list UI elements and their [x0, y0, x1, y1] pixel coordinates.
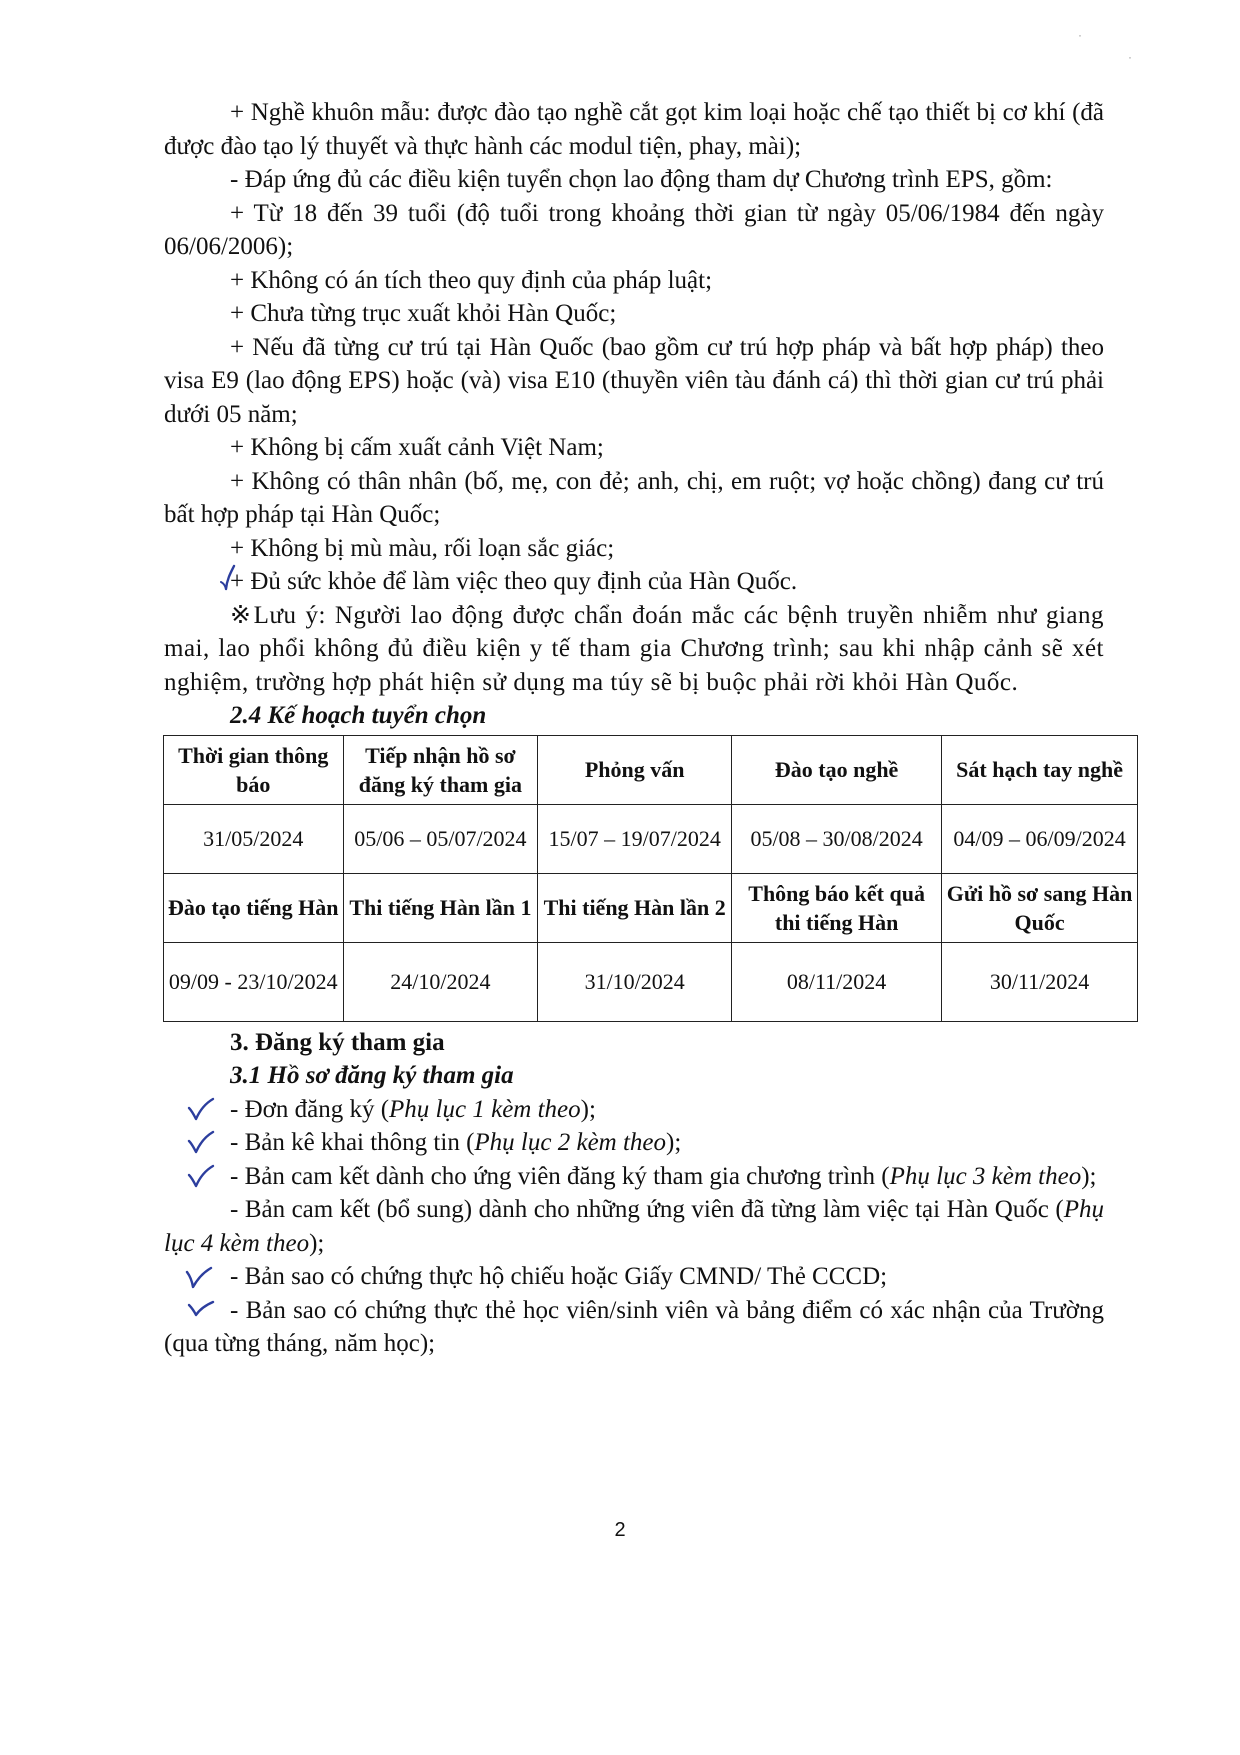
document-text: - Bản cam kết (bổ sung) dành cho những ứng viên đã từng làm việc tại Hàn Quốc (: [230, 1196, 1064, 1223]
document-text: - Bản sao có chứng thực thẻ học viên/sinh viên và bảng điểm có xác nhận của Trường (qua từng tháng, năm học);: [164, 1296, 1104, 1357]
table-header-cell: Đào tạo tiếng Hàn: [164, 873, 344, 942]
table-header-cell: Đào tạo nghề: [732, 735, 942, 804]
section-2-4-title: 2.4 Kế hoạch tuyển chọn: [230, 702, 487, 729]
appendix-ref: Phụ lục 2 kèm theo: [474, 1129, 667, 1156]
paragraph-do-tuoi: + Từ 18 đến 39 tuổi (độ tuổi trong khoảng thời gian từ ngày 05/06/1984 đến ngày 06/06/2006);: [164, 199, 1104, 260]
table-cell: 15/07 – 19/07/2024: [538, 804, 732, 873]
document-suffix: );: [1081, 1162, 1097, 1190]
table-cell: 31/05/2024: [164, 804, 344, 873]
paragraph-cu-tru: + Nếu đã từng cư trú tại Hàn Quốc (bao gồm cư trú hợp pháp và bất hợp pháp) theo visa E9 (lao động EPS) hoặc (và) visa E10 (thuyền viên tàu đánh cá) thì thời gian cư trú phải dưới 05 năm;: [164, 333, 1104, 428]
table-cell: 30/11/2024: [942, 942, 1138, 1021]
document-text: - Bản sao có chứng thực hộ chiếu hoặc Giấy CMND/ Thẻ CCCD;: [230, 1263, 888, 1290]
document-suffix: );: [666, 1129, 682, 1156]
table-cell: 05/08 – 30/08/2024: [732, 804, 942, 873]
document-item-don-dang-ky: [164, 1093, 1104, 1127]
document-item-the-hoc-vien: [164, 1294, 1104, 1361]
appendix-ref: Phụ lục 4 kèm theo: [164, 1196, 1104, 1257]
document-item-ho-chieu: [164, 1260, 1104, 1294]
suc-khoe-text: + Đủ sức khỏe để làm việc theo quy định của Hàn Quốc.: [230, 568, 798, 595]
paragraph-an-tich: + Không có án tích theo quy định của pháp luật;: [230, 266, 713, 294]
table-cell: 05/06 – 05/07/2024: [343, 804, 538, 873]
table-header-cell: Thông báo kết quả thi tiếng Hàn: [732, 873, 942, 942]
scan-speck: ·: [1128, 50, 1132, 64]
table-row: [164, 942, 1138, 1021]
selection-plan-table: [163, 735, 1138, 1022]
document-item-ban-cam-ket: [164, 1160, 1104, 1194]
table-cell: 04/09 – 06/09/2024: [942, 804, 1138, 873]
check-mark-icon: [186, 1296, 216, 1324]
paragraph-cam-xuat-canh: + Không bị cấm xuất cảnh Việt Nam;: [230, 434, 604, 461]
check-mark-icon: [186, 1162, 216, 1190]
document-item-ban-cam-ket-bo-sung: [164, 1193, 1104, 1260]
table-header-cell: Thi tiếng Hàn lần 2: [538, 873, 732, 942]
scan-speck: ·: [1078, 28, 1082, 42]
document-text: - Bản cam kết dành cho ứng viên đăng ký tham gia chương trình (: [230, 1162, 890, 1190]
body-text: [164, 96, 1133, 1361]
paragraph-dieu-kien: - Đáp ứng đủ các điều kiện tuyển chọn lao động tham dự Chương trình EPS, gồm:: [230, 166, 1053, 193]
table-row: [164, 804, 1138, 873]
table-cell: 09/09 - 23/10/2024: [164, 942, 344, 1021]
paragraph-truc-xuat: + Chưa từng trục xuất khỏi Hàn Quốc;: [230, 300, 617, 327]
table-header-cell: Phỏng vấn: [538, 735, 732, 804]
document-text: - Bản kê khai thông tin (: [230, 1129, 475, 1156]
table-cell: 24/10/2024: [343, 942, 538, 1021]
check-mark-icon: [186, 1128, 216, 1156]
check-mark-icon: [186, 1095, 216, 1123]
table-header-cell: Sát hạch tay nghề: [942, 735, 1138, 804]
table-cell: 08/11/2024: [732, 942, 942, 1021]
document-item-ban-ke-khai: [164, 1126, 1104, 1160]
appendix-ref: Phụ lục 3 kèm theo: [889, 1162, 1082, 1190]
table-row: [164, 735, 1138, 804]
document-suffix: );: [580, 1095, 596, 1123]
paragraph-khuon-mau: + Nghề khuôn mẫu: được đào tạo nghề cắt gọt kim loại hoặc chế tạo thiết bị cơ khí (đã được đào tạo lý thuyết và thực hành các modul tiện, phay, mài);: [164, 99, 1104, 160]
paragraph-than-nhan: + Không có thân nhân (bố, mẹ, con đẻ; anh, chị, em ruột; vợ hoặc chồng) đang cư trú bất hợp pháp tại Hàn Quốc;: [164, 467, 1104, 528]
paragraph-suc-khoe: [164, 565, 1104, 599]
document-suffix: );: [309, 1229, 325, 1257]
page-number: 2: [614, 1519, 626, 1541]
paragraph-mu-mau: + Không bị mù màu, rối loạn sắc giác;: [230, 534, 615, 562]
table-cell: 31/10/2024: [538, 942, 732, 1021]
table-header-cell: Gửi hồ sơ sang Hàn Quốc: [942, 873, 1138, 942]
check-mark-icon: [220, 563, 250, 591]
appendix-ref: Phụ lục 1 kèm theo: [389, 1095, 581, 1123]
table-header-cell: Tiếp nhận hồ sơ đăng ký tham gia: [343, 735, 538, 804]
selection-plan-table-wrap: [163, 735, 1138, 1022]
check-mark-icon: [184, 1262, 214, 1290]
table-row: [164, 873, 1138, 942]
paragraph-luu-y: ※Lưu ý: Người lao động được chẩn đoán mắc các bệnh truyền nhiễm như giang mai, lao phổi không đủ điều kiện y tế tham gia Chương trình; sau khi nhập cảnh sẽ xét nghiệm, trường hợp phát hiện sử dụng ma túy sẽ bị buộc phải rời khỏi Hàn Quốc.: [164, 601, 1104, 696]
table-header-cell: Thời gian thông báo: [164, 735, 344, 804]
document-text: - Đơn đăng ký (: [230, 1095, 390, 1123]
section-3-1-title: 3.1 Hồ sơ đăng ký tham gia: [230, 1062, 514, 1089]
section-3-title: 3. Đăng ký tham gia: [230, 1028, 445, 1056]
table-header-cell: Thi tiếng Hàn lần 1: [343, 873, 538, 942]
